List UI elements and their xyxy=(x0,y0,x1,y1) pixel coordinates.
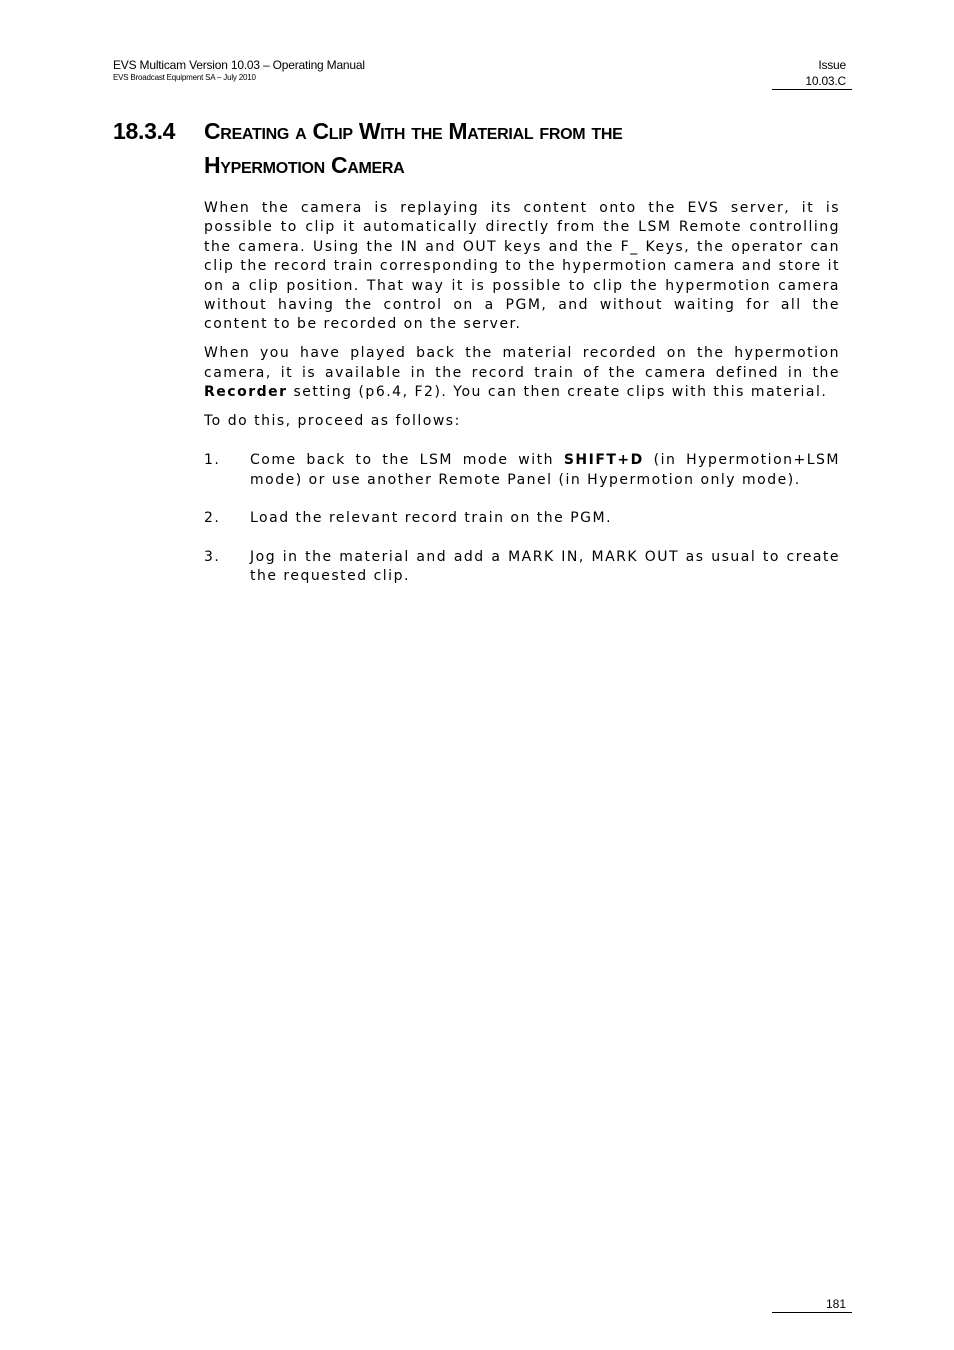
issue-value: 10.03.C xyxy=(772,73,852,90)
procedure-step-3 xyxy=(204,548,840,587)
step-text-part: Come back to the LSM mode with xyxy=(250,452,564,469)
document-title: EVS Multicam Version 10.03 – Operating Manual xyxy=(113,58,365,72)
paragraph-procedure-intro: To do this, proceed as follows: xyxy=(204,413,461,430)
procedure-step-1 xyxy=(204,451,840,490)
step-text xyxy=(250,451,840,490)
paragraph-recorder-text: When you have played back the material recorded on the hypermotion camera, it is available in the record train of the camera defined in the xyxy=(204,345,840,381)
step-text-part: (in Hypermotion+LSM mode) or use another Remote Panel (in Hypermotion only mode). xyxy=(250,452,841,488)
document-subtitle: EVS Broadcast Equipment SA – July 2010 xyxy=(113,73,256,82)
step-text: Jog in the material and add a MARK IN, MARK OUT as usual to create the requested clip. xyxy=(250,548,840,585)
procedure-step-2 xyxy=(204,509,840,528)
paragraph-intro: When the camera is replaying its content onto the EVS server, it is possible to clip it automatically directly from the LSM Remote controlling the camera. Using the IN and OUT keys and the F_ Keys, the operator can clip the record train corresponding to the hypermotion camera and store it on a clip position. That way it is possible to clip the hypermotion camera without having the control on a PGM, and without waiting for all the content to be recorded on the server. xyxy=(204,200,840,333)
page-header-right xyxy=(772,58,852,90)
recorder-keyword: Recorder xyxy=(204,384,288,401)
page-footer xyxy=(772,1296,852,1313)
page-header-left xyxy=(113,58,365,83)
issue-label: Issue xyxy=(818,58,846,72)
step-text: Load the relevant record train on the PGM. xyxy=(250,510,613,527)
section-title-line1: Creating a Clip With the Material from the xyxy=(204,118,623,144)
section-body xyxy=(204,199,840,587)
section-title-line2: Hypermotion Camera xyxy=(204,152,405,178)
paragraph-recorder xyxy=(204,344,840,402)
paragraph-recorder-text-end: setting (p6.4, F2). You can then create clips with this material. xyxy=(287,384,828,401)
shortcut-keyword: SHIFT+D xyxy=(563,452,644,469)
step-number: 2. xyxy=(204,510,221,527)
page-number: 181 xyxy=(825,1297,846,1311)
section-number: 18.3.4 xyxy=(113,118,176,144)
step-number: 1. xyxy=(204,452,221,469)
section-heading xyxy=(113,114,853,182)
step-number: 3. xyxy=(204,548,221,565)
